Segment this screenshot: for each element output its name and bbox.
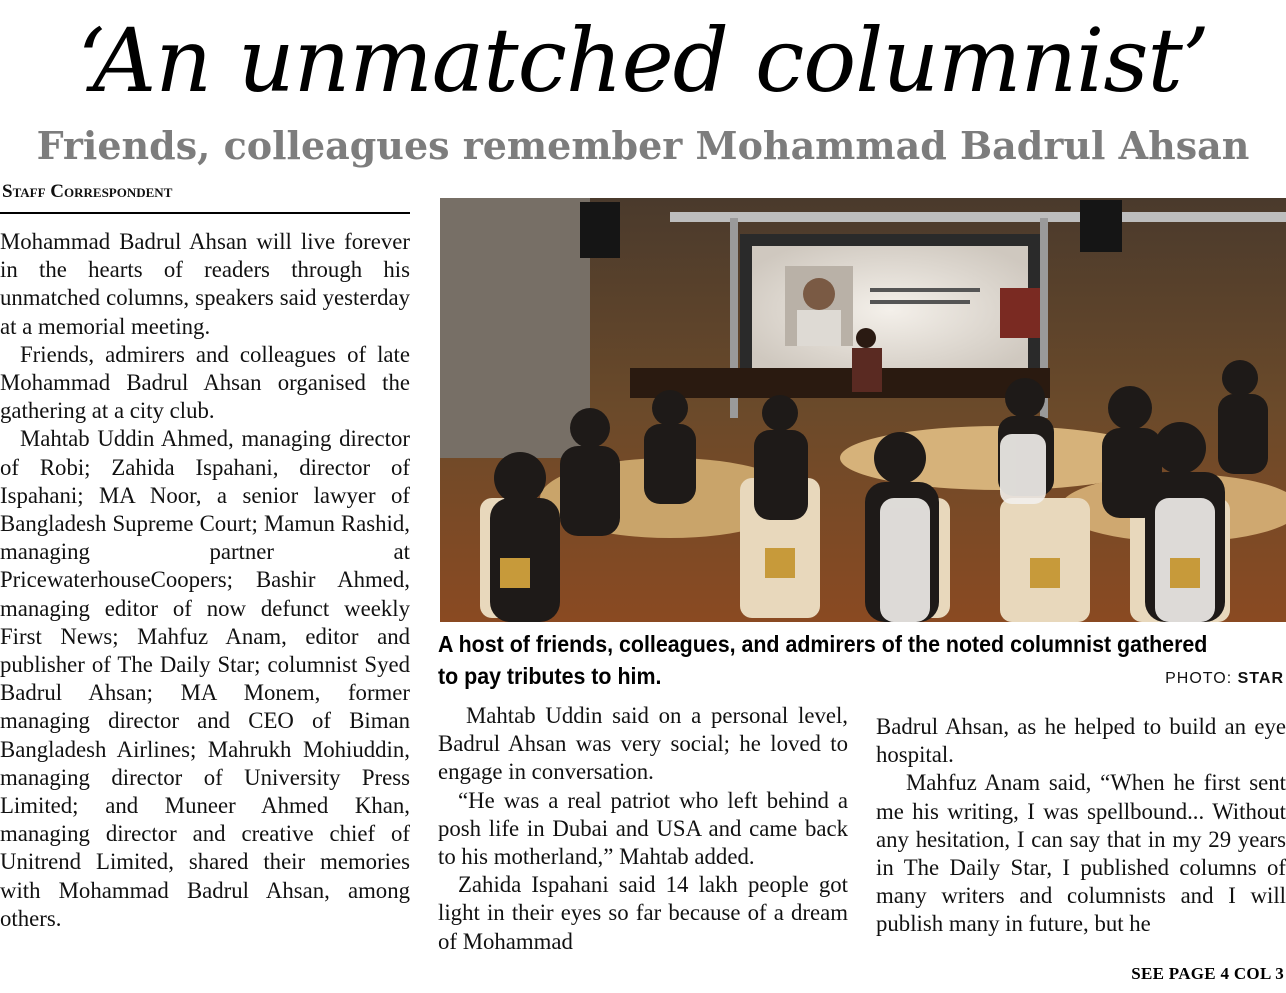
- paragraph: Badrul Ahsan, as he helped to build an eye hospital.: [876, 714, 1286, 768]
- article-column-3: [876, 713, 1286, 939]
- paragraph: “He was a real patriot who left behind a posh life in Dubai and USA and came back to his motherland,” Mahtab added.: [438, 787, 848, 870]
- paragraph: Mahfuz Anam said, “When he first sent me his writing, I was spellbound... Without any hesitation, I can say that in my 29 years in The Daily Star, I published columns of many writers and columnists and I will publish many in future, but he: [876, 770, 1286, 937]
- paragraph: Mohammad Badrul Ahsan will live forever in the hearts of readers through his unmatched columns, speakers said yesterday at a memorial meeting.: [0, 229, 410, 339]
- photo-caption: A host of friends, colleagues, and admirers of the noted columnist gathered to pay tributes to him.: [438, 631, 1208, 689]
- paragraph: Zahida Ispahani said 14 lakh people got light in their eyes so far because of a dream of Mohammad: [438, 872, 848, 954]
- headline: ‘An unmatched columnist’: [77, 9, 1209, 112]
- photo-credit-label: PHOTO:: [1165, 670, 1233, 687]
- subheadline: Friends, colleagues remember Mohammad Badrul Ahsan: [36, 123, 1250, 168]
- memorial-gathering-photo: [440, 198, 1286, 622]
- byline-rule: [0, 212, 410, 214]
- article-column-1: [0, 228, 410, 933]
- photo-credit-source: STAR: [1237, 670, 1284, 687]
- paragraph: Mahtab Uddin Ahmed, managing director of Robi; Zahida Ispahani, director of Ispahani; MA Noor, a senior lawyer of Bangladesh Supreme Court; Mamun Rashid, managing partner at PricewaterhouseCoopers; Bashir Ahmed, managing editor of now defunct weekly First News; Mahfuz Anam, editor and publisher of The Daily Star; columnist Syed Badrul Ahsan; MA Monem, former managing director and CEO of Biman Bangladesh Airlines; Mahrukh Mohiuddin, managing director of University Press Limited; and Muneer Ahmed Khan, managing director and creative chief of Unitrend Limited, shared their memories with Mohammad Badrul Ahsan, among others.: [0, 426, 410, 931]
- article-column-2: [438, 702, 848, 956]
- event-photo: [440, 198, 1286, 622]
- paragraph: Friends, admirers and colleagues of late Mohammad Badrul Ahsan organised the gathering at a city club.: [0, 341, 410, 424]
- paragraph: Mahtab Uddin said on a personal level, Badrul Ahsan was very social; he loved to engage in conversation.: [438, 703, 848, 785]
- byline: Staff Correspondent: [2, 181, 173, 202]
- photo-credit: [1165, 670, 1284, 688]
- jump-line[interactable]: SEE PAGE 4 COL 3: [1131, 964, 1284, 983]
